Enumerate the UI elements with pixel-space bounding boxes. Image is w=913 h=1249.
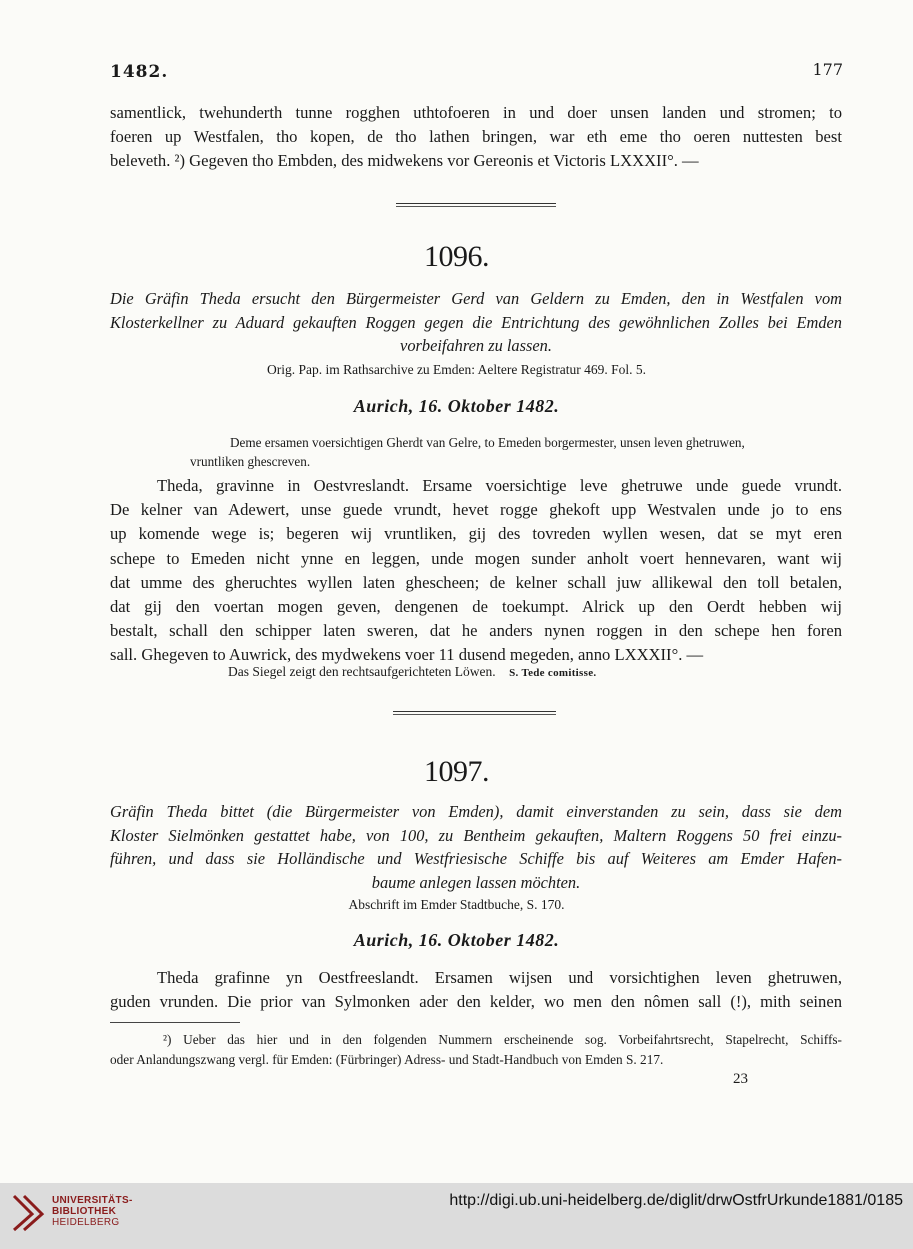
section-divider	[393, 714, 556, 715]
text-line: Theda, gravinne in Oestvreslandt. Ersame voersichtige leve ghetruwe unde guede vrundt.	[157, 476, 842, 495]
doc1097-date: Aurich, 16. Oktober 1482.	[353, 930, 560, 950]
footnote-line: oder Anlandungszwang vergl. für Emden: (Fürbringer) Adress- und Stadt-Handbuch von Emden S. 217.	[110, 1052, 664, 1067]
doc1097-source: Abschrift im Emder Stadtbuche, S. 170.	[348, 897, 565, 912]
text-line: guden vrunden. Die prior van Sylmonken ader den kelder, wo men den nômen sall (!), mith seinen	[110, 992, 842, 1012]
summary-line: führen, und dass sie Holländische und Westfriesische Schiffe bis auf Weiteres am Emder Hafen-	[110, 849, 842, 868]
text-line: sall. Ghegeven to Auwrick, des mydwekens voer 11 dusend megeden, anno LXXXII°. —	[110, 645, 704, 665]
text-line: foeren up Westfalen, tho kopen, de tho lathen bringen, war eth eme tho oeren nuttesten best	[110, 127, 842, 147]
summary-line: baume anlegen lassen möchten.	[371, 872, 581, 892]
doc1096-body	[110, 474, 842, 668]
address-line: Deme ersamen voersichtigen Gherdt van Gelre, to Emeden borgermester, unsen leven ghetruwen,	[230, 435, 745, 450]
doc1097-summary	[110, 800, 842, 894]
doc1096-seal-line	[228, 664, 596, 680]
intro-paragraph	[110, 101, 842, 174]
library-logo-icon	[10, 1190, 46, 1232]
text-line: dat gij den voertan mogen geven, dengenen de toekumpt. Alrick up den Oerdt hebben wij	[110, 597, 842, 617]
footnote-line: ²) Ueber das hier und in den folgenden Nummern erscheinende sog. Vorbeifahrtsrecht, Stapelrecht, Schiffs-	[163, 1032, 842, 1047]
footnote-rule	[110, 1022, 240, 1023]
sheet-signature: 23	[733, 1071, 748, 1087]
address-line: vruntliken ghescreven.	[190, 454, 311, 469]
summary-line: Gräfin Theda bittet (die Bürgermeister von Emden), damit einverstanden zu sein, dass sie dem	[110, 802, 842, 821]
running-head-year: 1482.	[110, 62, 169, 82]
document-number-1097: 1097.	[424, 755, 489, 788]
seal-note: Das Siegel zeigt den rechtsaufgerichteten Löwen.	[228, 664, 496, 679]
section-divider	[393, 711, 556, 712]
library-name-line: HEIDELBERG	[52, 1217, 120, 1228]
library-name	[52, 1195, 133, 1228]
text-line: beleveth. ²) Gegeven tho Embden, des midwekens vor Gereonis et Victoris LXXXII°. —	[110, 151, 699, 171]
text-line: schepe to Emeden nicht ynne en leggen, unde mogen sunder anholt voert hennevaren, want wij	[110, 548, 842, 568]
section-divider	[396, 203, 556, 204]
library-name-line: BIBLIOTHEK	[52, 1206, 117, 1217]
permalink-url[interactable]: http://digi.ub.uni-heidelberg.de/diglit/drwOstfrUrkunde1881/0185	[449, 1192, 903, 1209]
page-number: 177	[812, 60, 843, 79]
footnote	[110, 1030, 842, 1070]
section-divider	[396, 206, 556, 207]
text-line: samentlick, twehunderth tunne rogghen uthtofoeren in und doer unsen landen und stromen; to	[110, 103, 842, 122]
doc1097-body	[110, 966, 842, 1014]
summary-line: Kloster Sielmönken gestattet habe, von 100, zu Bentheim gekauften, Maltern Roggens 50 frei einzu-	[110, 825, 842, 845]
text-line: up komende wege is; begeren wij vruntliken, gij des tovreden wyllen wesen, dat se myt eren	[110, 524, 842, 544]
library-name-line: UNIVERSITÄTS-	[52, 1195, 133, 1206]
summary-line: vorbeifahren zu lassen.	[400, 336, 552, 355]
doc1096-source: Orig. Pap. im Rathsarchive zu Emden: Aeltere Registratur 469. Fol. 5.	[266, 362, 647, 377]
doc1096-summary	[110, 287, 842, 358]
summary-line: Klosterkellner zu Aduard gekauften Roggen gegen die Entrichtung des gewöhnlichen Zolles bei Emden	[110, 312, 842, 332]
text-line: De kelner van Adewert, unse guede vrundt, hevet rogge ghekoft upp Westvalen unde jo to ens	[110, 500, 842, 520]
summary-line: Die Gräfin Theda ersucht den Bürgermeister Gerd van Geldern zu Emden, den in Westfalen vom	[110, 289, 842, 308]
document-number-1096: 1096.	[424, 240, 489, 273]
text-line: dat umme des gheruchtes wyllen laten ghescheen; de kelner schall juw allikewal den toll betalen,	[110, 572, 842, 592]
text-line: bestalt, schall den schipper laten sweren, dat he anders nynen roggen in den schepe hen foren	[110, 621, 842, 641]
doc1096-date: Aurich, 16. Oktober 1482.	[353, 396, 560, 416]
doc1096-address	[190, 433, 842, 471]
seal-signature: S. Tede comitisse.	[509, 667, 597, 679]
text-line: Theda grafinne yn Oestfreeslandt. Ersamen wijsen und vorsichtighen leven ghetruwen,	[157, 968, 842, 987]
